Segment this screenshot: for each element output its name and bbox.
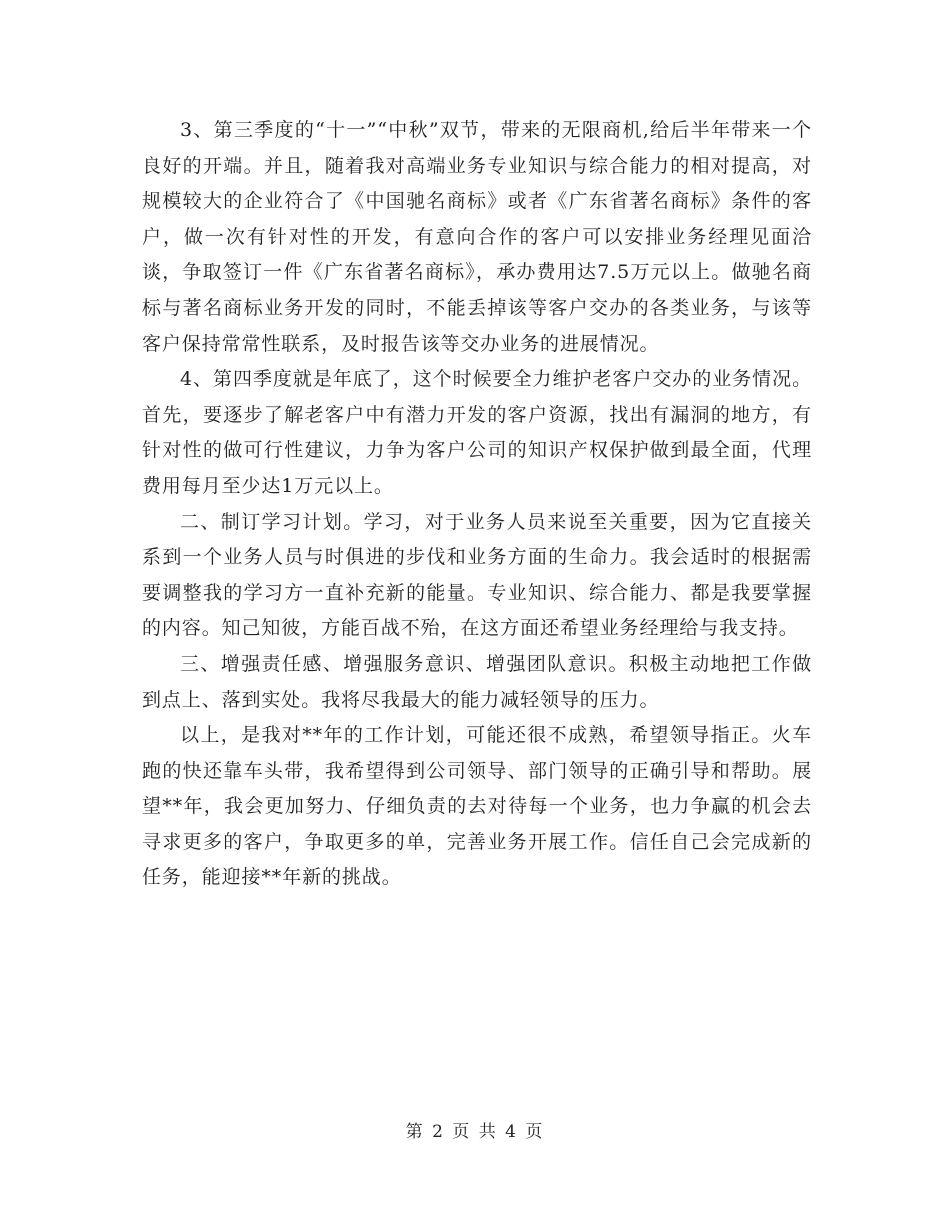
paragraph-q3-plan: 3、第三季度的“十一”“中秋”双节，带来的无限商机,给后半年带来一个良好的开端。并且，随着我对高端业务专业知识与综合能力的相对提高，对规模较大的企业符合了《中国驰名商标》或者《广东省著名商标》条件的客户，做一次有针对性的开发，有意向合作的客户可以安排业务经理见面洽谈，争取签订一件《广东省著名商标》，承办费用达7.5万元以上。做驰名商标与著名商标业务开发的同时，不能丢掉该等客户交办的各类业务，与该等客户保持常常性联系，及时报告该等交办业务的进展情况。 [142,119,812,355]
paragraph-responsibility: 三、增强责任感、增强服务意识、增强团队意识。积极主动地把工作做到点上、落到实处。我将尽我最大的能力减轻领导的压力。 [142,652,812,711]
document-body [142,113,812,896]
paragraph-study-plan: 二、制订学习计划。学习，对于业务人员来说至关重要，因为它直接关系到一个业务人员与时俱进的步伐和业务方面的生命力。我会适时的根据需要调整我的学习方一直补充新的能量。专业知识、综合能力、都是我要掌握的内容。知己知彼，方能百战不殆，在这方面还希望业务经理给与我支持。 [142,510,812,640]
paragraph-conclusion: 以上，是我对**年的工作计划，可能还很不成熟，希望领导指正。火车跑的快还靠车头带，我希望得到公司领导、部门领导的正确引导和帮助。展望**年，我会更加努力、仔细负责的去对待每一个业务，也力争赢的机会去寻求更多的客户，争取更多的单，完善业务开展工作。信任自己会完成新的任务，能迎接**年新的挑战。 [142,724,812,889]
page-number-footer: 第 2 页 共 4 页 [405,1122,545,1142]
paragraph-q4-plan: 4、第四季度就是年底了，这个时候要全力维护老客户交办的业务情况。首先，要逐步了解老客户中有潜力开发的客户资源，找出有漏洞的地方，有针对性的做可行性建议，力争为客户公司的知识产权保护做到最全面，代理费用每月至少达1万元以上。 [142,368,812,497]
